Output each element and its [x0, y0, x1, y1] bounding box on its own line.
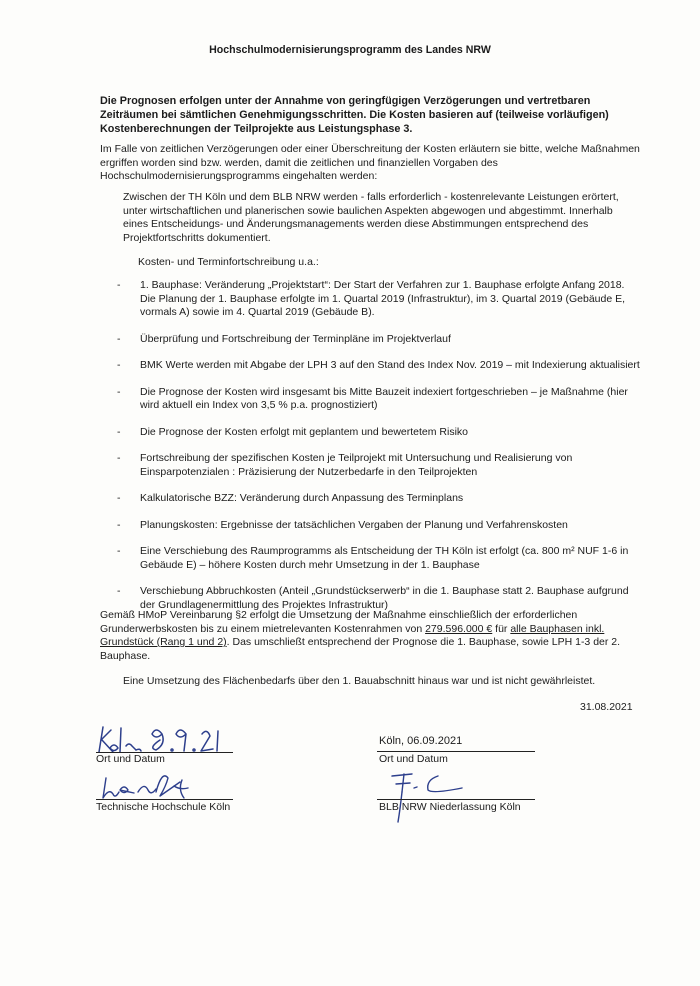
list-item: - Die Prognose der Kosten erfolgt mit geplantem und bewertetem Risiko [117, 425, 469, 438]
closing-statement: Eine Umsetzung des Flächenbedarfs über den 1. Bauabschnitt hinaus war und ist nicht gewährleistet. [123, 675, 596, 687]
signature-blb-nrw [388, 768, 468, 828]
signatory-organization: BLB NRW Niederlassung Köln [379, 801, 521, 813]
list-item: - Die Prognose der Kosten wird insgesamt bis Mitte Bauzeit indexiert fortgeschrieben – je Maßnahme (hier wird aktuell ein Index von 3,5 % p.a. prognostiziert) [117, 385, 628, 411]
signatory-organization: Technische Hochschule Köln [96, 801, 231, 813]
list-item: - Überprüfung und Fortschreibung der Terminpläne im Projektverlauf [117, 332, 451, 345]
place-date-label: Ort und Datum [96, 753, 165, 765]
signature-line [377, 799, 535, 800]
subheading: Kosten- und Terminfortschreibung u.a.: [138, 256, 319, 268]
cost-scope: alle Bauphasen inkl. Grundstück (Rang 1 und 2) [100, 622, 605, 648]
typed-place-date: Köln, 06.09.2021 [379, 735, 463, 747]
place-date-label: Ort und Datum [379, 753, 448, 765]
list-item: - BMK Werte werden mit Abgabe der LPH 3 auf den Stand des Index Nov. 2019 – mit Indexierung aktualisiert [117, 359, 640, 371]
cost-amount: 279.596.000 € [425, 622, 493, 635]
list-item: - Planungskosten: Ergebnisse der tatsächlichen Vergaben der Planung und Verfahrenskosten [117, 518, 568, 531]
signature-line [377, 751, 535, 752]
signature-line [96, 799, 233, 800]
list-item: - Eine Verschiebung des Raumprogramms als Entscheidung der TH Köln ist erfolgt (ca. 800 m² NUF 1-6 in Gebäude E) – höhere Kosten durch mehr Umsetzung in der 1. Bauphase [117, 545, 629, 571]
intro-statement: Die Prognosen erfolgen unter der Annahme von geringfügigen Verzögerungen und vertretbaren Zeiträumen bei sämtlichen Genehmigungsschritten. Die Kosten basieren auf (teilweise vorläufigen) Kostenberechnungen der Teilprojekte aus Leistungsphase 3. [100, 95, 609, 135]
list-item: - Fortschreibung der spezifischen Kosten je Teilprojekt mit Untersuchung und Realisierung von Einsparpotenzialen : Präzisierung der Nutzerbedarfe in den Teilprojekten [117, 452, 573, 478]
list-item: - Kalkulatorische BZZ: Veränderung durch Anpassung des Terminplans [117, 492, 464, 504]
document-date: 31.08.2021 [580, 701, 633, 713]
measures-list [100, 279, 660, 625]
document-title: Hochschulmodernisierungsprogramm des Landes NRW [209, 44, 491, 56]
agreement-paragraph: Gemäß HMoP Vereinbarung §2 erfolgt die Umsetzung der Maßnahme einschließlich der erforderlichen Grunderwerbskosten bis zu einem mietrelevanten Kostenrahmen von 279.596.000 € für alle Bauphasen inkl. Grundstück (Rang 1 und 2). Das umschließt entsprechend der Prognose die 1. Bauphase, sowie LPH 1-3 der 2. Bauphase. [100, 609, 621, 662]
question-text: Im Falle von zeitlichen Verzögerungen oder einer Überschreitung der Kosten erläutern sie bitte, welche Maßnahmen ergriffen worden sind bzw. werden, damit die zeitlichen und finanziellen Vorgaben des Hochschulmodernisierungsprogramms eingehalten werden: [100, 143, 640, 182]
list-item: - 1. Bauphase: Veränderung „Projektstart“: Der Start der Verfahren zur 1. Bauphase erfolgte Anfang 2018. Die Planung der 1. Bauphase erfolgte im 1. Quartal 2019 (Infrastruktur), im 3. Quartal 2019 (Gebäude E, vormals A) sowie im 4. Quartal 2019 (Gebäude B). [117, 279, 626, 318]
list-item: - Verschiebung Abbruchkosten (Anteil „Grundstückserwerb“ in die 1. Bauphase statt 2. Bauphase aufgrund der Grundlagenermittlung des Projektes Infrastruktur) [117, 585, 629, 611]
answer-text: Zwischen der TH Köln und dem BLB NRW werden - falls erforderlich - kostenrelevante Leistungen erörtert, unter wirtschaftlichen und planerischen sowie baulichen Aspekten abgewogen und abgestimmt. Innerhalb eines Entscheidungs- und Änderungsmanagements werden diese Abstimmungen entsprechend des Projektfortschritts dokumentiert. [123, 191, 619, 244]
